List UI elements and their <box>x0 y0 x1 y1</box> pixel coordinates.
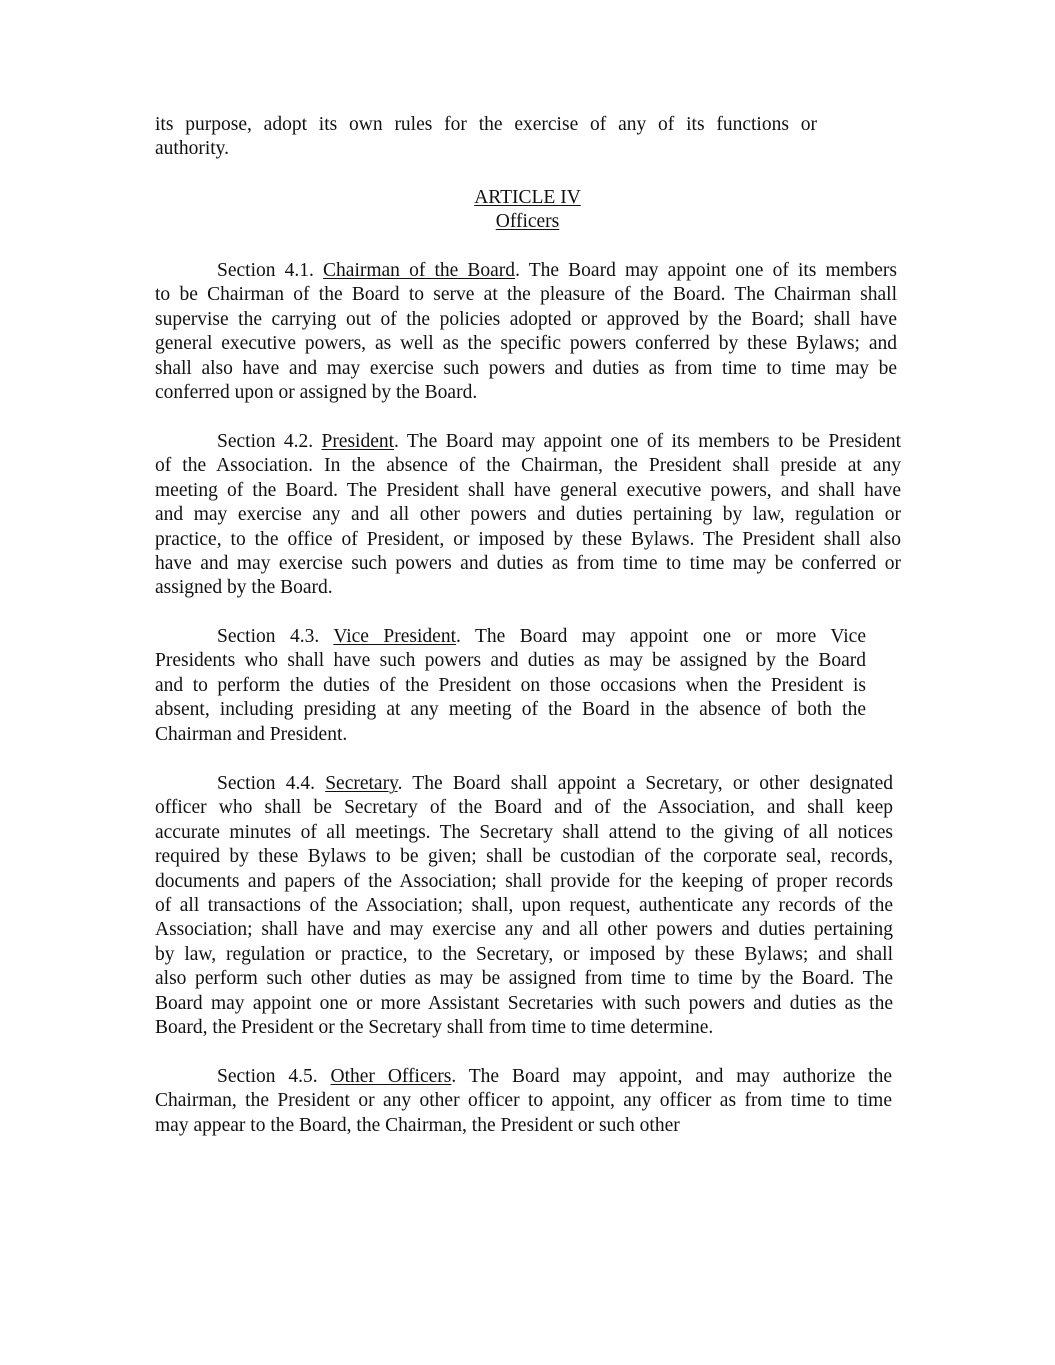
text-line: have and may exercise such powers and duties as from time to time may be conferred or <box>155 552 901 574</box>
text-line <box>155 1065 892 1089</box>
text-line: shall also have and may exercise such powers and duties as from time to time may be <box>155 357 897 379</box>
section-label: Section 4.1. <box>217 260 314 281</box>
text-line: and to perform the duties of the President on those occasions when the President is <box>155 674 866 696</box>
text-line: practice, to the office of President, or imposed by these Bylaws. The President shall also <box>155 528 901 550</box>
section-label: Section 4.3. <box>217 626 320 647</box>
text-line: assigned by the Board. <box>155 577 333 599</box>
text-line: of the Association. In the absence of the Chairman, the President shall preside at any <box>155 455 901 477</box>
text-line: officer who shall be Secretary of the Board and of the Association, and shall keep <box>155 797 893 819</box>
text-line: documents and papers of the Association; shall provide for the keeping of proper records <box>155 870 893 892</box>
text-line: authority. <box>155 138 230 160</box>
text-line: required by these Bylaws to be given; shall be custodian of the corporate seal, records, <box>155 846 893 868</box>
text-line: supervise the carrying out of the policies adopted or approved by the Board; shall have <box>155 308 897 330</box>
text-line: and may exercise any and all other powers and duties pertaining by law, regulation or <box>155 504 901 526</box>
section-paragraph <box>155 430 901 601</box>
text-line: Chairman, the President or any other officer to appoint, any officer as from time to time <box>155 1090 892 1112</box>
article-title: Officers <box>495 211 560 233</box>
section-text: . The Board may appoint one or more Vice <box>456 626 866 647</box>
text-line <box>155 259 897 283</box>
text-line: Board may appoint one or more Assistant Secretaries with such powers and duties as the <box>155 992 893 1014</box>
text-line <box>155 772 893 796</box>
section-paragraph <box>155 259 897 405</box>
text-line: of all transactions of the Association; shall, upon request, authenticate any records of the <box>155 894 893 916</box>
section-title: Secretary <box>325 773 398 794</box>
section-text: . The Board shall appoint a Secretary, or other designated <box>397 773 893 794</box>
section-title: Other Officers <box>330 1066 452 1087</box>
text-line: general executive powers, as well as the specific powers conferred by these Bylaws; and <box>155 333 897 355</box>
text-line: may appear to the Board, the Chairman, the President or such other <box>155 1114 680 1136</box>
section-text: . The Board may appoint, and may authorize the <box>451 1066 893 1087</box>
text-line: to be Chairman of the Board to serve at the pleasure of the Board. The Chairman shall <box>155 284 897 306</box>
article-number: ARTICLE IV <box>474 187 581 208</box>
text-line: its purpose, adopt its own rules for the exercise of any of its functions or <box>155 114 817 135</box>
text-line: accurate minutes of all meetings. The Secretary shall attend to the giving of all notices <box>155 821 893 843</box>
section-label: Section 4.2. <box>217 431 314 452</box>
text-line: Association; shall have and may exercise any and all other powers and duties pertaining <box>155 919 893 941</box>
section-paragraph <box>155 625 866 747</box>
article-heading <box>155 186 900 235</box>
text-line: conferred upon or assigned by the Board. <box>155 381 478 403</box>
text-line <box>155 430 901 454</box>
text-line: absent, including presiding at any meeting of the Board in the absence of both the <box>155 699 866 721</box>
section-text: . The Board may appoint one of its members to be President <box>394 431 901 452</box>
section-title: Chairman of the Board <box>323 260 516 281</box>
section-paragraph <box>155 1065 892 1138</box>
section-title: President <box>321 431 395 452</box>
section-label: Section 4.4. <box>217 773 315 794</box>
section-title: Vice President <box>333 626 456 647</box>
section-paragraph <box>155 772 893 1040</box>
text-line: Presidents who shall have such powers and duties as may be assigned by the Board <box>155 650 866 672</box>
text-line: Board, the President or the Secretary shall from time to time determine. <box>155 1016 714 1038</box>
text-line <box>155 625 866 649</box>
text-line: by law, regulation or practice, to the Secretary, or imposed by these Bylaws; and shall <box>155 943 893 965</box>
intro-paragraph <box>155 113 817 162</box>
text-line: Chairman and President. <box>155 723 348 745</box>
text-line: also perform such other duties as may be assigned from time to time by the Board. The <box>155 968 893 990</box>
section-text: . The Board may appoint one of its members <box>515 260 898 281</box>
section-label: Section 4.5. <box>217 1066 318 1087</box>
text-line: meeting of the Board. The President shall have general executive powers, and shall have <box>155 479 901 501</box>
